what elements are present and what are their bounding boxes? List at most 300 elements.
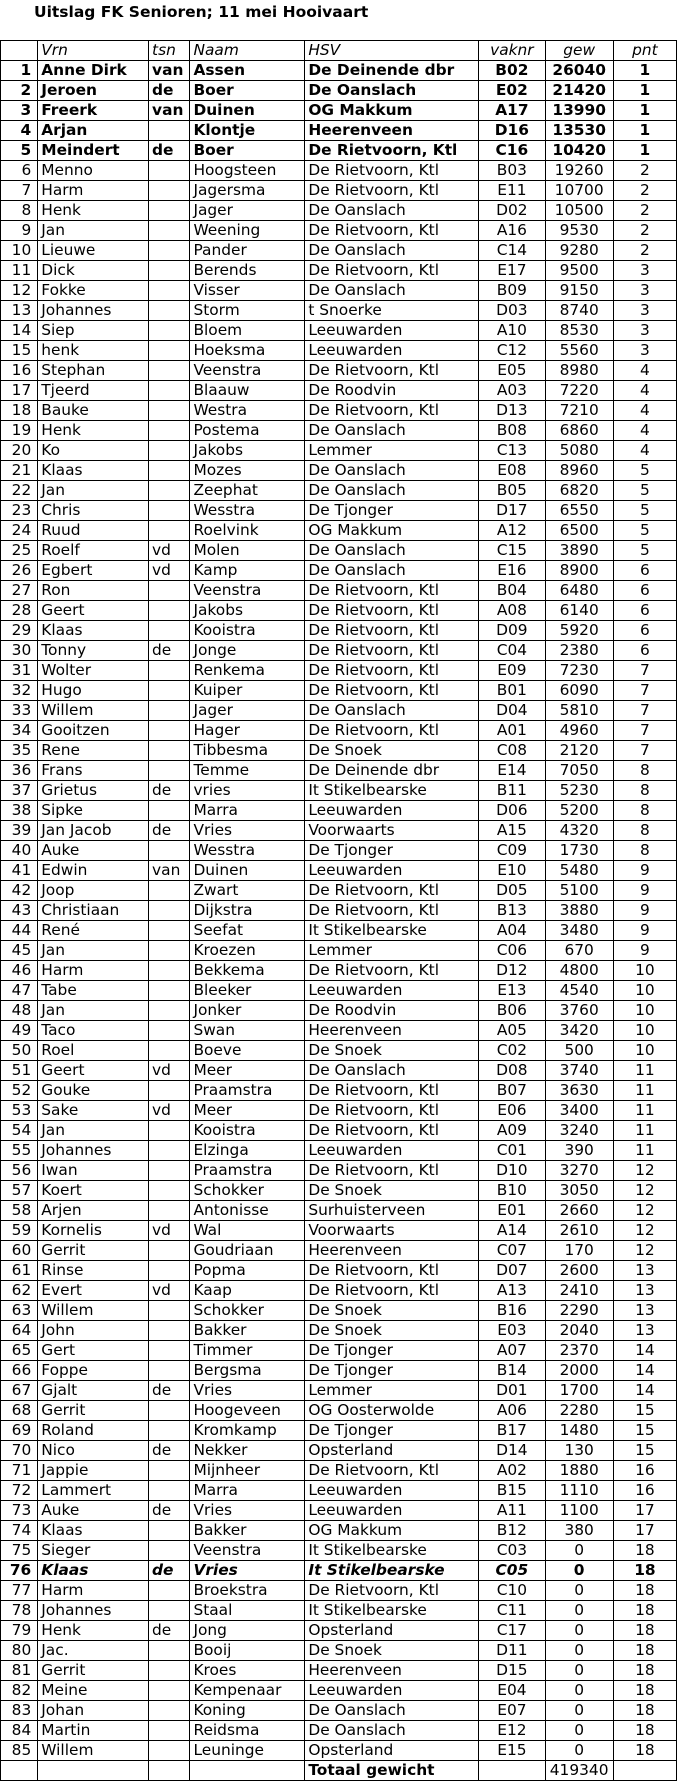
cell-gew: 3050	[545, 1181, 613, 1201]
cell-vrn: Koert	[38, 1181, 149, 1201]
cell-hsv: OG Makkum	[305, 521, 479, 541]
cell-nr: 19	[1, 421, 38, 441]
cell-gew: 8980	[545, 361, 613, 381]
cell-vrn: Gjalt	[38, 1381, 149, 1401]
table-row	[1, 821, 677, 841]
cell-tsn	[149, 1021, 190, 1041]
cell-pnt: 10	[613, 981, 676, 1001]
cell-vrn: Johan	[38, 1701, 149, 1721]
cell-vaknr: B16	[479, 1301, 545, 1321]
cell-tsn: de	[149, 1621, 190, 1641]
table-row	[1, 1021, 677, 1041]
cell-tsn	[149, 1361, 190, 1381]
cell-nr: 26	[1, 561, 38, 581]
cell-vaknr: C06	[479, 941, 545, 961]
cell-pnt: 5	[613, 541, 676, 561]
cell-pnt: 18	[613, 1601, 676, 1621]
cell-hsv: Opsterland	[305, 1621, 479, 1641]
cell-nr: 62	[1, 1281, 38, 1301]
table-row	[1, 1101, 677, 1121]
cell-vrn: Foppe	[38, 1361, 149, 1381]
cell-hsv: Leeuwarden	[305, 1681, 479, 1701]
cell-pnt: 18	[613, 1721, 676, 1741]
cell-nr: 52	[1, 1081, 38, 1101]
cell-pnt: 11	[613, 1081, 676, 1101]
cell-naam: Zwart	[190, 881, 305, 901]
cell-pnt: 9	[613, 881, 676, 901]
cell-naam: Veenstra	[190, 361, 305, 381]
cell-naam: Assen	[190, 61, 305, 81]
table-row	[1, 1321, 677, 1341]
cell-naam: Kempenaar	[190, 1681, 305, 1701]
cell-pnt: 18	[613, 1581, 676, 1601]
cell-vrn: Klaas	[38, 621, 149, 641]
cell-gew: 6480	[545, 581, 613, 601]
table-row	[1, 181, 677, 201]
cell-pnt: 9	[613, 921, 676, 941]
cell-nr: 53	[1, 1101, 38, 1121]
cell-pnt: 4	[613, 401, 676, 421]
cell-naam: Elzinga	[190, 1141, 305, 1161]
cell-naam: vries	[190, 781, 305, 801]
cell-gew: 1480	[545, 1421, 613, 1441]
cell-naam: Klontje	[190, 121, 305, 141]
cell-pnt: 17	[613, 1521, 676, 1541]
cell-nr: 64	[1, 1321, 38, 1341]
cell-hsv: De Oanslach	[305, 541, 479, 561]
cell-vaknr: D12	[479, 961, 545, 981]
cell-nr: 23	[1, 501, 38, 521]
cell-nr: 31	[1, 661, 38, 681]
cell-tsn	[149, 1121, 190, 1141]
cell-pnt: 18	[613, 1681, 676, 1701]
table-row	[1, 1181, 677, 1201]
table-row	[1, 741, 677, 761]
cell-tsn	[149, 121, 190, 141]
cell-nr: 10	[1, 241, 38, 261]
cell-gew: 6500	[545, 521, 613, 541]
table-row	[1, 1361, 677, 1381]
cell-naam: Schokker	[190, 1301, 305, 1321]
cell-hsv: De Tjonger	[305, 841, 479, 861]
cell-hsv: De Rietvoorn, Ktl	[305, 1161, 479, 1181]
cell-naam: Wesstra	[190, 841, 305, 861]
cell-pnt: 1	[613, 121, 676, 141]
cell-nr: 21	[1, 461, 38, 481]
cell-tsn	[149, 461, 190, 481]
cell-gew: 5080	[545, 441, 613, 461]
table-row	[1, 1561, 677, 1581]
cell-vrn: Iwan	[38, 1161, 149, 1181]
cell-tsn	[149, 1521, 190, 1541]
cell-nr: 65	[1, 1341, 38, 1361]
cell-vrn: Roel	[38, 1041, 149, 1061]
sheet-title: Uitslag FK Senioren; 11 mei Hooivaart	[34, 3, 369, 21]
table-row	[1, 1641, 677, 1661]
cell-pnt: 11	[613, 1061, 676, 1081]
cell-pnt: 2	[613, 181, 676, 201]
cell-gew: 2660	[545, 1201, 613, 1221]
cell-nr: 55	[1, 1141, 38, 1161]
cell-nr: 1	[1, 61, 38, 81]
cell-vrn: Joop	[38, 881, 149, 901]
header-pnt: pnt	[613, 41, 676, 61]
cell-tsn	[149, 481, 190, 501]
cell-gew: 2370	[545, 1341, 613, 1361]
cell-gew: 0	[545, 1581, 613, 1601]
cell-gew: 0	[545, 1701, 613, 1721]
cell-gew: 3740	[545, 1061, 613, 1081]
cell-vrn: Freerk	[38, 101, 149, 121]
cell-gew: 0	[545, 1641, 613, 1661]
cell-hsv: De Tjonger	[305, 1361, 479, 1381]
cell-vrn: Harm	[38, 1581, 149, 1601]
cell-hsv: It Stikelbearske	[305, 1601, 479, 1621]
cell-vrn: Jappie	[38, 1461, 149, 1481]
cell-hsv: Voorwaarts	[305, 821, 479, 841]
table-row	[1, 641, 677, 661]
cell-pnt: 6	[613, 641, 676, 661]
cell-pnt: 15	[613, 1441, 676, 1461]
cell-nr: 56	[1, 1161, 38, 1181]
cell-pnt: 10	[613, 1041, 676, 1061]
cell-naam: Wal	[190, 1221, 305, 1241]
cell-tsn	[149, 981, 190, 1001]
table-row	[1, 481, 677, 501]
cell-gew: 2610	[545, 1221, 613, 1241]
cell-nr: 46	[1, 961, 38, 981]
cell-hsv: De Oanslach	[305, 1721, 479, 1741]
cell-hsv: Lemmer	[305, 1381, 479, 1401]
table-row	[1, 701, 677, 721]
cell-hsv: Leeuwarden	[305, 981, 479, 1001]
cell-vaknr: A07	[479, 1341, 545, 1361]
cell-gew: 0	[545, 1541, 613, 1561]
cell-pnt: 7	[613, 721, 676, 741]
cell-tsn: vd	[149, 1281, 190, 1301]
cell-gew: 13990	[545, 101, 613, 121]
cell-vaknr: B14	[479, 1361, 545, 1381]
cell-nr: 84	[1, 1721, 38, 1741]
cell-vaknr: E10	[479, 861, 545, 881]
cell-gew: 19260	[545, 161, 613, 181]
cell-vrn: Roland	[38, 1421, 149, 1441]
cell-tsn	[149, 1161, 190, 1181]
table-row	[1, 1061, 677, 1081]
cell-hsv: De Deinende dbr	[305, 761, 479, 781]
cell-hsv: De Oanslach	[305, 481, 479, 501]
cell-pnt: 4	[613, 441, 676, 461]
cell-tsn	[149, 941, 190, 961]
cell-gew: 8900	[545, 561, 613, 581]
cell-vrn: Auke	[38, 841, 149, 861]
cell-tsn	[149, 1201, 190, 1221]
cell-pnt: 13	[613, 1261, 676, 1281]
cell-gew: 380	[545, 1521, 613, 1541]
cell-hsv: Leeuwarden	[305, 341, 479, 361]
cell-hsv: De Rietvoorn, Ktl	[305, 1461, 479, 1481]
cell-nr: 12	[1, 281, 38, 301]
cell-gew: 5100	[545, 881, 613, 901]
cell-vaknr: B08	[479, 421, 545, 441]
cell-tsn	[149, 1481, 190, 1501]
cell-hsv: It Stikelbearske	[305, 921, 479, 941]
cell-naam: Broekstra	[190, 1581, 305, 1601]
cell-vaknr: C16	[479, 141, 545, 161]
cell-gew: 9280	[545, 241, 613, 261]
cell-vaknr: A02	[479, 1461, 545, 1481]
cell-hsv: De Tjonger	[305, 1341, 479, 1361]
table-row	[1, 1401, 677, 1421]
cell-hsv: Voorwaarts	[305, 1221, 479, 1241]
cell-tsn	[149, 261, 190, 281]
cell-hsv: De Rietvoorn, Ktl	[305, 621, 479, 641]
cell-vaknr: D09	[479, 621, 545, 641]
cell-nr: 85	[1, 1741, 38, 1761]
cell-hsv: It Stikelbearske	[305, 1561, 479, 1581]
cell-nr: 75	[1, 1541, 38, 1561]
cell-pnt: 10	[613, 1001, 676, 1021]
cell-naam: Kromkamp	[190, 1421, 305, 1441]
table-row	[1, 1041, 677, 1061]
cell-nr: 18	[1, 401, 38, 421]
cell-pnt: 7	[613, 741, 676, 761]
cell-tsn	[149, 501, 190, 521]
cell-vrn: Henk	[38, 421, 149, 441]
cell-nr: 70	[1, 1441, 38, 1461]
cell-gew: 4800	[545, 961, 613, 981]
cell-naam: Blaauw	[190, 381, 305, 401]
cell-hsv: De Snoek	[305, 1301, 479, 1321]
empty-cell	[149, 1761, 190, 1781]
cell-vrn: Geert	[38, 601, 149, 621]
cell-tsn	[149, 1581, 190, 1601]
cell-tsn	[149, 921, 190, 941]
cell-nr: 79	[1, 1621, 38, 1641]
cell-vaknr: E03	[479, 1321, 545, 1341]
cell-vrn: Christiaan	[38, 901, 149, 921]
cell-vaknr: C04	[479, 641, 545, 661]
table-row	[1, 1381, 677, 1401]
cell-hsv: De Oanslach	[305, 241, 479, 261]
cell-nr: 28	[1, 601, 38, 621]
cell-tsn	[149, 1081, 190, 1101]
table-row	[1, 1581, 677, 1601]
cell-vrn: René	[38, 921, 149, 941]
cell-nr: 51	[1, 1061, 38, 1081]
cell-gew: 7050	[545, 761, 613, 781]
cell-vrn: Henk	[38, 201, 149, 221]
cell-tsn	[149, 1301, 190, 1321]
cell-vrn: Jan	[38, 1121, 149, 1141]
cell-gew: 10420	[545, 141, 613, 161]
cell-vrn: Edwin	[38, 861, 149, 881]
cell-vrn: Bauke	[38, 401, 149, 421]
table-row	[1, 861, 677, 881]
cell-gew: 2280	[545, 1401, 613, 1421]
cell-naam: Kroezen	[190, 941, 305, 961]
table-row	[1, 321, 677, 341]
cell-hsv: De Rietvoorn, Ktl	[305, 1081, 479, 1101]
cell-hsv: De Oanslach	[305, 461, 479, 481]
cell-gew: 2040	[545, 1321, 613, 1341]
cell-tsn	[149, 1321, 190, 1341]
table-row	[1, 421, 677, 441]
cell-tsn: de	[149, 1441, 190, 1461]
cell-hsv: Leeuwarden	[305, 1501, 479, 1521]
cell-tsn	[149, 1341, 190, 1361]
cell-gew: 4320	[545, 821, 613, 841]
cell-naam: Jakobs	[190, 601, 305, 621]
cell-pnt: 8	[613, 841, 676, 861]
cell-vrn: Jan	[38, 941, 149, 961]
cell-gew: 2600	[545, 1261, 613, 1281]
cell-hsv: De Rietvoorn, Ktl	[305, 681, 479, 701]
cell-gew: 13530	[545, 121, 613, 141]
cell-hsv: Opsterland	[305, 1441, 479, 1461]
cell-vrn: Hugo	[38, 681, 149, 701]
cell-gew: 3270	[545, 1161, 613, 1181]
cell-tsn: de	[149, 641, 190, 661]
cell-vrn: Johannes	[38, 1601, 149, 1621]
cell-pnt: 11	[613, 1101, 676, 1121]
cell-vaknr: C05	[479, 1561, 545, 1581]
cell-hsv: OG Makkum	[305, 101, 479, 121]
cell-vaknr: E14	[479, 761, 545, 781]
cell-gew: 6140	[545, 601, 613, 621]
cell-gew: 1110	[545, 1481, 613, 1501]
cell-pnt: 7	[613, 701, 676, 721]
cell-nr: 30	[1, 641, 38, 661]
table-row	[1, 1301, 677, 1321]
cell-tsn: van	[149, 61, 190, 81]
table-row	[1, 281, 677, 301]
cell-nr: 11	[1, 261, 38, 281]
cell-nr: 67	[1, 1381, 38, 1401]
cell-naam: Meer	[190, 1101, 305, 1121]
table-row	[1, 501, 677, 521]
cell-tsn	[149, 761, 190, 781]
table-row	[1, 581, 677, 601]
cell-pnt: 6	[613, 561, 676, 581]
table-row	[1, 1681, 677, 1701]
cell-tsn	[149, 161, 190, 181]
table-row	[1, 1461, 677, 1481]
cell-hsv: De Oanslach	[305, 421, 479, 441]
cell-hsv: De Rietvoorn, Ktl	[305, 721, 479, 741]
cell-hsv: De Rietvoorn, Ktl	[305, 881, 479, 901]
cell-pnt: 4	[613, 361, 676, 381]
cell-hsv: De Oanslach	[305, 1701, 479, 1721]
cell-naam: Vries	[190, 1501, 305, 1521]
cell-naam: Praamstra	[190, 1161, 305, 1181]
cell-nr: 41	[1, 861, 38, 881]
cell-tsn: vd	[149, 1061, 190, 1081]
cell-naam: Hoeksma	[190, 341, 305, 361]
cell-pnt: 14	[613, 1381, 676, 1401]
cell-tsn	[149, 421, 190, 441]
cell-naam: Seefat	[190, 921, 305, 941]
cell-naam: Marra	[190, 801, 305, 821]
cell-hsv: De Snoek	[305, 1641, 479, 1661]
cell-hsv: De Oanslach	[305, 1061, 479, 1081]
cell-naam: Roelvink	[190, 521, 305, 541]
cell-tsn	[149, 1721, 190, 1741]
cell-gew: 3480	[545, 921, 613, 941]
cell-vrn: Frans	[38, 761, 149, 781]
cell-naam: Kooistra	[190, 1121, 305, 1141]
cell-vaknr: E04	[479, 1681, 545, 1701]
cell-vaknr: A04	[479, 921, 545, 941]
cell-gew: 26040	[545, 61, 613, 81]
cell-pnt: 16	[613, 1481, 676, 1501]
cell-vrn: Henk	[38, 1621, 149, 1641]
cell-tsn	[149, 401, 190, 421]
table-row	[1, 1721, 677, 1741]
cell-pnt: 7	[613, 661, 676, 681]
table-row	[1, 361, 677, 381]
cell-pnt: 18	[613, 1641, 676, 1661]
table-row	[1, 1441, 677, 1461]
cell-vrn: Ron	[38, 581, 149, 601]
cell-vaknr: A12	[479, 521, 545, 541]
table-row	[1, 161, 677, 181]
cell-hsv: It Stikelbearske	[305, 781, 479, 801]
cell-naam: Timmer	[190, 1341, 305, 1361]
cell-hsv: De Rietvoorn, Ktl	[305, 641, 479, 661]
cell-vaknr: A17	[479, 101, 545, 121]
cell-hsv: De Oanslach	[305, 701, 479, 721]
cell-hsv: De Rietvoorn, Ktl	[305, 901, 479, 921]
header-vaknr: vaknr	[479, 41, 545, 61]
empty-cell	[613, 1761, 676, 1781]
cell-hsv: Heerenveen	[305, 1661, 479, 1681]
cell-vrn: Siep	[38, 321, 149, 341]
table-row	[1, 681, 677, 701]
cell-naam: Wesstra	[190, 501, 305, 521]
cell-naam: Swan	[190, 1021, 305, 1041]
cell-nr: 73	[1, 1501, 38, 1521]
cell-vrn: Willem	[38, 1741, 149, 1761]
cell-nr: 42	[1, 881, 38, 901]
table-row	[1, 621, 677, 641]
table-row	[1, 1121, 677, 1141]
cell-hsv: Leeuwarden	[305, 1481, 479, 1501]
cell-tsn	[149, 801, 190, 821]
cell-tsn: de	[149, 1501, 190, 1521]
cell-naam: Koning	[190, 1701, 305, 1721]
cell-tsn	[149, 661, 190, 681]
cell-pnt: 11	[613, 1121, 676, 1141]
cell-vrn: Wolter	[38, 661, 149, 681]
cell-tsn: vd	[149, 561, 190, 581]
cell-nr: 39	[1, 821, 38, 841]
cell-hsv: De Oanslach	[305, 561, 479, 581]
cell-gew: 0	[545, 1601, 613, 1621]
cell-hsv: De Oanslach	[305, 201, 479, 221]
cell-nr: 2	[1, 81, 38, 101]
cell-vrn: Meine	[38, 1681, 149, 1701]
cell-hsv: Lemmer	[305, 441, 479, 461]
cell-nr: 4	[1, 121, 38, 141]
cell-nr: 49	[1, 1021, 38, 1041]
cell-pnt: 15	[613, 1401, 676, 1421]
cell-tsn	[149, 1241, 190, 1261]
table-row	[1, 1241, 677, 1261]
cell-hsv: De Tjonger	[305, 501, 479, 521]
cell-vaknr: D07	[479, 1261, 545, 1281]
table-row	[1, 1741, 677, 1761]
